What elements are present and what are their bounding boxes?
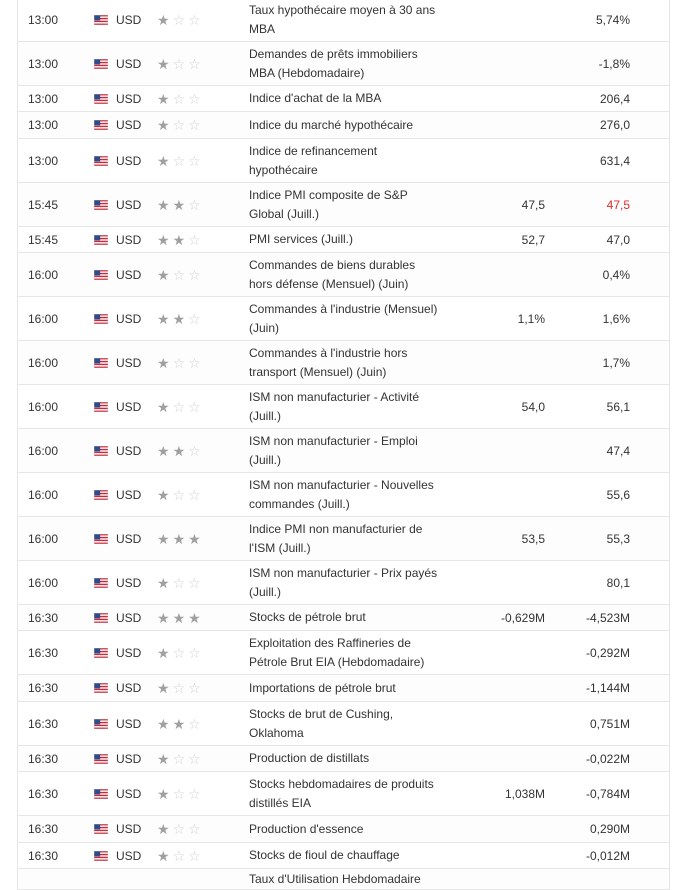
star-filled-icon: ★ — [157, 680, 170, 696]
event-name-cell — [249, 0, 439, 41]
calendar-row[interactable] — [18, 253, 669, 297]
previous-value: -0,022M — [585, 751, 630, 766]
star-filled-icon: ★ — [157, 785, 170, 802]
importance-rating — [157, 297, 217, 340]
currency-code: USD — [116, 716, 142, 731]
previous-value — [548, 869, 630, 889]
event-time — [28, 869, 88, 889]
event-time: 16:00 — [28, 267, 59, 282]
star-empty-icon: ☆ — [188, 310, 201, 327]
event-time: 13:00 — [28, 12, 59, 27]
forecast-value — [448, 139, 545, 182]
currency-code: USD — [116, 12, 142, 27]
star-filled-icon: ★ — [157, 715, 170, 732]
event-time: 16:30 — [28, 786, 59, 801]
star-filled-icon: ★ — [157, 117, 170, 133]
previous-value: 0,4% — [602, 267, 630, 282]
event-name-cell — [249, 675, 439, 701]
event-time: 16:30 — [28, 751, 59, 766]
currency-code: USD — [116, 232, 142, 247]
event-name[interactable]: Stocks de fioul de chauffage — [249, 848, 400, 862]
forecast-value: 53,5 — [521, 531, 545, 546]
forecast-value — [448, 561, 545, 604]
star-filled-icon: ★ — [157, 398, 170, 415]
currency-code: USD — [116, 848, 142, 863]
event-name-cell — [249, 702, 439, 745]
us-flag-icon — [94, 0, 110, 41]
forecast-value — [448, 253, 545, 296]
importance-rating — [157, 385, 217, 428]
importance-rating — [157, 429, 217, 472]
star-empty-icon: ☆ — [172, 574, 186, 591]
importance-rating — [157, 843, 217, 868]
star-filled-icon: ★ — [157, 530, 170, 547]
calendar-row[interactable] — [18, 561, 669, 605]
event-time: 16:30 — [28, 716, 59, 731]
forecast-value — [448, 112, 545, 138]
star-empty-icon: ☆ — [172, 152, 186, 169]
previous-value: -0,784M — [585, 786, 630, 801]
currency-code: USD — [116, 91, 142, 106]
event-time: 13:00 — [28, 153, 59, 168]
previous-value: 1,6% — [602, 311, 630, 326]
star-filled-icon: ★ — [172, 196, 186, 213]
event-name[interactable]: PMI services (Juill.) — [249, 232, 354, 246]
event-name[interactable]: Importations de pétrole brut — [249, 680, 396, 695]
us-flag-icon — [94, 473, 110, 516]
previous-value: -4,523M — [585, 610, 630, 625]
previous-value: 276,0 — [599, 118, 630, 132]
star-filled-icon: ★ — [157, 196, 170, 213]
star-empty-icon: ☆ — [188, 785, 201, 802]
event-time: 16:00 — [28, 443, 59, 458]
star-filled-icon: ★ — [172, 530, 186, 547]
importance-rating — [157, 746, 217, 771]
calendar-row[interactable] — [18, 675, 669, 702]
previous-value: 47,5 — [606, 197, 630, 212]
us-flag-icon — [94, 605, 110, 630]
event-time: 16:30 — [28, 610, 59, 625]
us-flag-icon — [94, 112, 110, 138]
star-filled-icon: ★ — [157, 442, 170, 459]
event-time: 13:00 — [28, 56, 59, 71]
star-empty-icon: ☆ — [188, 11, 201, 28]
event-name-cell — [249, 605, 439, 630]
importance-rating — [157, 253, 217, 296]
previous-value: 0,751M — [589, 716, 630, 731]
previous-value: 55,3 — [606, 531, 630, 546]
forecast-value — [448, 675, 545, 701]
star-empty-icon: ☆ — [172, 90, 186, 107]
calendar-row[interactable] — [18, 0, 669, 42]
us-flag-icon — [94, 385, 110, 428]
star-empty-icon: ☆ — [188, 715, 201, 732]
star-empty-icon: ☆ — [188, 847, 201, 864]
currency-code: USD — [116, 311, 142, 326]
star-filled-icon: ★ — [157, 750, 170, 767]
event-time: 15:45 — [28, 232, 59, 247]
calendar-row[interactable] — [18, 816, 669, 843]
event-name-cell — [249, 869, 439, 889]
event-time: 13:00 — [28, 118, 59, 132]
star-empty-icon: ☆ — [172, 644, 186, 661]
previous-value: 56,1 — [606, 399, 630, 414]
star-empty-icon: ☆ — [188, 231, 201, 248]
importance-rating — [157, 605, 217, 630]
previous-value: -0,292M — [585, 645, 630, 660]
star-empty-icon: ☆ — [172, 11, 186, 28]
calendar-row[interactable] — [18, 297, 669, 341]
calendar-row[interactable] — [18, 341, 669, 385]
star-empty-icon: ☆ — [188, 442, 201, 459]
event-name-cell — [249, 139, 439, 182]
us-flag-icon — [94, 702, 110, 745]
currency-code: USD — [116, 610, 142, 625]
calendar-row[interactable] — [18, 429, 669, 473]
forecast-value — [448, 341, 545, 384]
importance-rating — [157, 183, 217, 226]
currency-code: USD — [116, 645, 142, 660]
star-filled-icon: ★ — [172, 609, 186, 626]
star-empty-icon: ☆ — [188, 266, 201, 283]
star-empty-icon: ☆ — [172, 785, 186, 802]
forecast-value — [448, 702, 545, 745]
event-name[interactable]: Exploitation des Raffineries de Pétrole Brut EIA (Hebdomadaire) — [249, 635, 425, 669]
calendar-row[interactable] — [18, 139, 669, 183]
currency-code: USD — [116, 56, 142, 71]
calendar-row[interactable] — [18, 772, 669, 816]
star-filled-icon: ★ — [157, 55, 170, 72]
calendar-row[interactable] — [18, 112, 669, 139]
event-name-cell — [249, 517, 439, 560]
currency-code: USD — [116, 399, 142, 414]
star-filled-icon: ★ — [157, 310, 170, 327]
forecast-value: 54,0 — [521, 399, 545, 414]
event-time: 16:00 — [28, 531, 59, 546]
calendar-row[interactable] — [18, 42, 669, 86]
event-name-cell — [249, 227, 439, 252]
star-empty-icon: ☆ — [172, 55, 186, 72]
us-flag-icon — [94, 561, 110, 604]
importance-rating — [157, 772, 217, 815]
star-filled-icon: ★ — [157, 574, 170, 591]
currency-code: USD — [116, 822, 142, 836]
previous-value: -0,012M — [585, 848, 630, 863]
previous-value: 206,4 — [599, 91, 630, 106]
previous-value: 47,4 — [606, 443, 630, 458]
calendar-row[interactable] — [18, 385, 669, 429]
event-time: 15:45 — [28, 197, 59, 212]
importance-rating — [157, 112, 217, 138]
star-empty-icon: ☆ — [172, 266, 186, 283]
currency-code: USD — [116, 786, 142, 801]
us-flag-icon — [94, 746, 110, 771]
importance-rating — [157, 86, 217, 111]
star-empty-icon: ☆ — [188, 821, 201, 837]
currency-code: USD — [116, 197, 142, 212]
currency-code: USD — [116, 575, 142, 590]
event-name[interactable]: ISM non manufacturier - Activité (Juill.) — [249, 389, 420, 423]
star-empty-icon: ☆ — [172, 117, 186, 133]
forecast-value — [448, 42, 545, 85]
star-filled-icon: ★ — [157, 354, 170, 371]
event-name[interactable]: ISM non manufacturier - Nouvelles commandes (Juill.) — [249, 477, 434, 511]
event-name[interactable]: Commandes à l'industrie hors transport (Mensuel) (Juin) — [249, 345, 408, 379]
event-name[interactable]: Commandes de biens durables hors défense (Mensuel) (Juin) — [249, 257, 416, 291]
star-empty-icon: ☆ — [172, 680, 186, 696]
importance-rating — [157, 139, 217, 182]
star-filled-icon: ★ — [157, 609, 170, 626]
star-empty-icon: ☆ — [172, 847, 186, 864]
star-empty-icon: ☆ — [172, 750, 186, 767]
forecast-value — [448, 816, 545, 842]
event-time: 16:30 — [28, 822, 59, 836]
event-time: 13:00 — [28, 91, 59, 106]
star-empty-icon: ☆ — [172, 398, 186, 415]
importance-rating — [157, 341, 217, 384]
importance-rating — [157, 561, 217, 604]
us-flag-icon — [94, 517, 110, 560]
event-name-cell — [249, 561, 439, 604]
calendar-row[interactable] — [18, 517, 669, 561]
forecast-value: -0,629M — [500, 610, 545, 625]
star-filled-icon: ★ — [157, 90, 170, 107]
us-flag-icon — [94, 429, 110, 472]
event-name-cell — [249, 746, 439, 771]
currency-code: USD — [116, 443, 142, 458]
event-time: 16:00 — [28, 355, 59, 370]
star-empty-icon: ☆ — [188, 750, 201, 767]
calendar-row[interactable] — [18, 183, 669, 227]
calendar-row[interactable] — [18, 746, 669, 772]
us-flag-icon — [94, 86, 110, 111]
importance-rating — [157, 473, 217, 516]
event-time: 16:30 — [28, 681, 59, 695]
currency-code: USD — [116, 267, 142, 282]
event-name-cell — [249, 42, 439, 85]
forecast-value — [448, 473, 545, 516]
currency-code: USD — [116, 355, 142, 370]
previous-value: -1,8% — [598, 56, 630, 71]
importance-rating — [157, 42, 217, 85]
calendar-row[interactable] — [18, 86, 669, 112]
forecast-value — [448, 869, 545, 889]
event-name[interactable]: Indice PMI composite de S&P Global (Juill.) — [249, 187, 408, 221]
star-filled-icon: ★ — [188, 609, 201, 626]
calendar-row[interactable] — [18, 869, 669, 890]
event-name[interactable]: Demandes de prêts immobiliers MBA (Hebdomadaire) — [249, 46, 418, 80]
us-flag-icon — [94, 227, 110, 252]
star-empty-icon: ☆ — [188, 574, 201, 591]
event-name[interactable]: Indice PMI non manufacturier de l'ISM (Juill.) — [249, 521, 423, 555]
event-time: 16:00 — [28, 575, 59, 590]
star-filled-icon: ★ — [157, 821, 170, 837]
currency-code: USD — [116, 487, 142, 502]
event-name[interactable]: Production de distillats — [249, 751, 370, 765]
previous-value: 631,4 — [599, 153, 630, 168]
event-name[interactable]: Stocks hebdomadaires de produits distillés EIA — [249, 776, 434, 810]
currency-code: USD — [116, 153, 142, 168]
star-empty-icon: ☆ — [188, 354, 201, 371]
calendar-row[interactable] — [18, 473, 669, 517]
star-empty-icon: ☆ — [188, 152, 201, 169]
event-time: 16:00 — [28, 399, 59, 414]
star-filled-icon: ★ — [188, 530, 201, 547]
star-empty-icon: ☆ — [172, 354, 186, 371]
event-time: 16:30 — [28, 848, 59, 863]
star-empty-icon: ☆ — [188, 680, 201, 696]
event-name[interactable]: Indice de refinancement hypothécaire — [249, 143, 378, 177]
event-name[interactable]: Indice d'achat de la MBA — [249, 91, 382, 105]
star-empty-icon: ☆ — [188, 55, 201, 72]
previous-value: 5,74% — [595, 12, 630, 27]
forecast-value: 52,7 — [521, 232, 545, 247]
forecast-value: 47,5 — [521, 197, 545, 212]
us-flag-icon — [94, 253, 110, 296]
calendar-row[interactable] — [18, 843, 669, 869]
forecast-value — [448, 429, 545, 472]
event-time: 16:30 — [28, 645, 59, 660]
us-flag-icon — [94, 341, 110, 384]
importance-rating — [157, 675, 217, 701]
currency-code: USD — [116, 751, 142, 766]
importance-rating — [157, 816, 217, 842]
event-time: 16:00 — [28, 311, 59, 326]
event-time: 16:00 — [28, 487, 59, 502]
previous-value: 1,7% — [602, 355, 630, 370]
star-filled-icon: ★ — [157, 231, 170, 248]
forecast-value: 1,038M — [504, 786, 545, 801]
forecast-value — [448, 843, 545, 868]
star-empty-icon: ☆ — [188, 486, 201, 503]
star-filled-icon: ★ — [157, 152, 170, 169]
us-flag-icon — [94, 183, 110, 226]
us-flag-icon — [94, 772, 110, 815]
star-filled-icon: ★ — [172, 310, 186, 327]
importance-rating — [157, 702, 217, 745]
economic-calendar-table — [17, 0, 670, 890]
event-name-cell — [249, 843, 439, 868]
us-flag-icon — [94, 297, 110, 340]
importance-rating — [157, 517, 217, 560]
star-filled-icon: ★ — [172, 442, 186, 459]
star-empty-icon: ☆ — [188, 644, 201, 661]
event-name-cell — [249, 429, 439, 472]
currency-code — [116, 869, 156, 889]
forecast-value: 1,1% — [517, 311, 545, 326]
importance-rating — [157, 631, 217, 674]
event-name-cell — [249, 772, 439, 815]
star-filled-icon: ★ — [172, 715, 186, 732]
us-flag-icon — [94, 843, 110, 868]
us-flag-icon — [94, 42, 110, 85]
event-name-cell — [249, 297, 439, 340]
currency-code: USD — [116, 118, 142, 132]
event-name-cell — [249, 631, 439, 674]
event-name[interactable]: Taux hypothécaire moyen à 30 ans MBA — [249, 2, 436, 36]
calendar-row[interactable] — [18, 702, 669, 746]
currency-code: USD — [116, 681, 142, 695]
star-empty-icon: ☆ — [188, 196, 201, 213]
star-empty-icon: ☆ — [188, 90, 201, 107]
event-name-cell — [249, 253, 439, 296]
event-name[interactable]: Stocks de brut de Cushing, Oklahoma — [249, 706, 394, 740]
event-name-cell — [249, 86, 439, 111]
star-empty-icon: ☆ — [188, 398, 201, 415]
event-name[interactable]: ISM non manufacturier - Emploi (Juill.) — [249, 433, 418, 467]
star-empty-icon: ☆ — [172, 821, 186, 837]
event-name-cell — [249, 473, 439, 516]
event-name-cell — [249, 183, 439, 226]
us-flag-icon — [94, 675, 110, 701]
star-filled-icon: ★ — [172, 231, 186, 248]
us-flag-icon — [94, 631, 110, 674]
star-filled-icon: ★ — [157, 847, 170, 864]
event-name[interactable]: ISM non manufacturier - Prix payés (Juill.) — [249, 565, 438, 599]
event-name[interactable]: Taux d'Utilisation Hebdomadaire — [249, 872, 421, 886]
star-empty-icon: ☆ — [172, 486, 186, 503]
star-filled-icon: ★ — [157, 266, 170, 283]
us-flag-icon — [94, 139, 110, 182]
forecast-value — [448, 746, 545, 771]
importance-rating — [157, 0, 217, 41]
star-filled-icon: ★ — [157, 486, 170, 503]
previous-value: -1,144M — [585, 681, 630, 695]
star-filled-icon: ★ — [157, 644, 170, 661]
calendar-row[interactable] — [18, 227, 669, 253]
previous-value: 47,0 — [606, 232, 630, 247]
event-name-cell — [249, 112, 439, 138]
previous-value: 80,1 — [606, 575, 630, 590]
previous-value: 55,6 — [606, 487, 630, 502]
calendar-row[interactable] — [18, 631, 669, 675]
event-name[interactable]: Commandes à l'industrie (Mensuel) (Juin) — [249, 301, 438, 335]
event-name[interactable]: Production d'essence — [249, 821, 364, 836]
currency-code: USD — [116, 531, 142, 546]
calendar-row[interactable] — [18, 605, 669, 631]
importance-rating — [157, 227, 217, 252]
star-filled-icon: ★ — [157, 11, 170, 28]
forecast-value — [448, 86, 545, 111]
us-flag-icon — [94, 816, 110, 842]
previous-value: 0,290M — [589, 822, 630, 836]
star-empty-icon: ☆ — [188, 117, 201, 133]
event-name-cell — [249, 385, 439, 428]
forecast-value — [448, 631, 545, 674]
event-name-cell — [249, 816, 439, 842]
forecast-value — [448, 0, 545, 41]
event-name[interactable]: Stocks de pétrole brut — [249, 610, 366, 624]
event-name[interactable]: Indice du marché hypothécaire — [249, 117, 414, 132]
event-name-cell — [249, 341, 439, 384]
